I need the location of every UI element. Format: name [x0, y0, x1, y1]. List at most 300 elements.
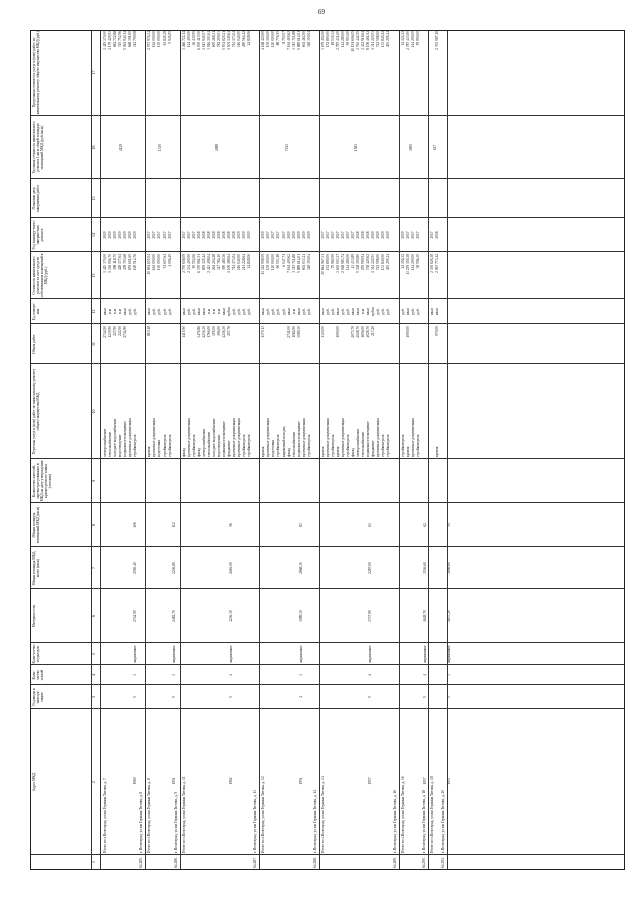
- unit: п.м: [108, 308, 113, 315]
- total-area: 4628,70: [422, 610, 427, 622]
- work-volume: 1000,00: [335, 326, 340, 338]
- work-volume: 207,76: [227, 326, 232, 336]
- floors: 5: [368, 696, 373, 698]
- total-area: 2744,90: [132, 610, 137, 622]
- service-name: фундамент: [227, 440, 232, 457]
- plan-year: 2018: [227, 231, 232, 239]
- column-number: 14: [91, 233, 96, 237]
- limit-cost: 8 750,57: [281, 31, 286, 44]
- work-volume: [341, 326, 345, 363]
- work-volume: [381, 326, 385, 363]
- repair-cost: 2 334 400,00: [186, 254, 191, 273]
- specific-cost: 1330: [157, 143, 162, 152]
- living-area: 2287,00: [368, 562, 373, 574]
- plan-year: 2017: [281, 231, 286, 239]
- limit-cost: 5 931 820,21: [222, 31, 226, 50]
- header-year-built: Год ввода в эксплуа-тацию: [32, 688, 45, 706]
- specific-cost: 3695: [408, 143, 413, 152]
- work-volume: [416, 326, 420, 363]
- limit-cost: 5 945,05: [167, 31, 172, 44]
- page-number: 69: [318, 8, 325, 16]
- unit: руб.: [152, 308, 157, 315]
- unit: кв.м: [123, 308, 128, 315]
- plan-year: 2019: [133, 231, 138, 239]
- limit-cost: 490 564,42: [242, 31, 247, 48]
- repair-cost: 6 047,71: [281, 254, 286, 267]
- unit: руб.: [341, 308, 345, 315]
- entrances: 3: [171, 674, 176, 676]
- residents: 62: [422, 523, 427, 527]
- work-volume: [331, 326, 335, 363]
- unit: руб.: [381, 308, 386, 315]
- service-name: подготовка: [271, 440, 276, 457]
- building-address: г. Волгоград, ул им Германа Титова, д. 16: [392, 790, 397, 853]
- work-volume: [411, 326, 415, 363]
- work-volume: 4236,30: [222, 326, 226, 338]
- repair-cost: 264 204,28: [211, 254, 216, 271]
- living-area: 3536,60: [422, 562, 427, 574]
- repair-cost: 2 413 498,04: [206, 254, 211, 273]
- repair-cost: 4 006,45: [167, 254, 172, 267]
- unit: п.м: [361, 308, 366, 315]
- limit-cost: 8 106 461,02: [366, 31, 371, 50]
- service-name: проектные документация: [186, 418, 191, 457]
- work-volume: 3476,86: [196, 326, 201, 338]
- repair-cost: 3 630 003,37: [335, 254, 340, 273]
- plan-year: 2019: [103, 231, 107, 239]
- plan-year: 2018: [361, 231, 366, 239]
- plan-year: 2017: [271, 231, 276, 239]
- repair-cost: 120 000,00: [271, 254, 276, 271]
- column-number: 9: [91, 480, 96, 482]
- column-number: 7: [91, 567, 96, 569]
- work-volume: [266, 326, 270, 363]
- work-volume: [242, 326, 246, 363]
- work-volume: [346, 326, 350, 363]
- work-volume: [386, 326, 390, 363]
- column-number: 8: [91, 524, 96, 526]
- plan-year: 2018: [211, 231, 216, 239]
- unit: руб.: [232, 308, 237, 315]
- floors: 5: [132, 696, 137, 698]
- plan-year: 2019: [128, 231, 133, 239]
- service-name: проектные документация: [301, 418, 306, 457]
- header-address: Адрес МКД: [32, 772, 36, 792]
- limit-cost: 3 315 711,88: [291, 31, 296, 50]
- year-built: 1957: [368, 777, 373, 785]
- unit: руб.: [242, 308, 247, 315]
- unit: руб.: [237, 308, 242, 315]
- work-volume: 4028,70: [366, 326, 371, 338]
- plan-year: 2019: [118, 231, 123, 239]
- limit-cost: 1 415 370,00: [103, 31, 107, 50]
- limit-cost: 2 703 087,10: [434, 31, 439, 50]
- service-name: подвальное помещение: [296, 421, 301, 457]
- year-built: 1957: [422, 777, 427, 785]
- limit-cost: 493 295,24: [386, 31, 391, 48]
- column-number: 16: [91, 145, 96, 150]
- column-divider: [31, 588, 624, 589]
- plan-year: 2019: [123, 231, 128, 239]
- repair-cost: 2 028 983,74: [341, 254, 345, 273]
- work-volume: [282, 326, 286, 363]
- repair-cost: 2 330 626,38: [429, 254, 434, 273]
- row-divider: [145, 31, 146, 869]
- column-number: 1: [91, 861, 96, 863]
- unit: руб.: [186, 308, 191, 315]
- limit-cost: 130 000,00: [157, 31, 162, 48]
- repair-cost: 602 033,41: [301, 254, 306, 271]
- limit-cost: 5 061 940,14: [123, 31, 128, 50]
- limit-cost: 602 462,00: [301, 31, 306, 48]
- work-volume: [232, 326, 236, 363]
- work-volume: [302, 326, 306, 363]
- plan-year: 2017: [181, 231, 186, 239]
- repair-cost: 390 480,36: [222, 254, 226, 271]
- work-volume: 1766,00: [206, 326, 211, 338]
- column-divider: [31, 546, 624, 547]
- unit: руб.: [415, 308, 420, 315]
- unit: руб.: [191, 308, 196, 315]
- repair-cost: 348 350,04: [306, 254, 311, 271]
- service-name: [430, 365, 434, 457]
- service-name: теплоснабжение: [361, 431, 366, 457]
- column-divider: [31, 642, 624, 643]
- limit-cost: 59 953,00: [346, 31, 351, 46]
- repair-cost: 398 118,75: [113, 254, 118, 271]
- service-name: стройконтроль: [133, 434, 138, 457]
- column-number: 4: [91, 674, 96, 676]
- limit-cost: 24 828,06: [247, 31, 252, 46]
- plan-year: 2019: [113, 231, 118, 239]
- residents: 112: [171, 522, 176, 528]
- repair-cost: 714 173,04: [232, 254, 237, 271]
- column-divider: [31, 363, 624, 364]
- specific-cost: 1583: [354, 143, 359, 152]
- service-name: стройконтроль: [330, 434, 335, 457]
- repair-cost: 695 125,44: [201, 254, 206, 271]
- service-name: фасад: [181, 448, 186, 457]
- service-name: теплоснабжение: [108, 431, 113, 457]
- plan-year: 2017: [405, 231, 410, 239]
- limit-cost: 2 787 433,00: [405, 31, 410, 50]
- limit-cost: 3 916 193,04: [206, 31, 211, 50]
- floors: 4: [298, 696, 303, 698]
- service-name: кровля: [261, 446, 266, 457]
- limit-cost: 88 776,55: [276, 31, 281, 46]
- work-volume: [192, 326, 196, 363]
- work-volume: [376, 326, 380, 363]
- service-name: стройконтроль: [191, 434, 196, 457]
- header-entrances: Коли-чество подъездов: [32, 644, 41, 664]
- plan-year: 2017: [415, 231, 420, 239]
- row-divider: [180, 31, 181, 869]
- work-volume: 970,00: [434, 326, 439, 336]
- unit: руб.: [325, 308, 330, 315]
- living-area: 2868,30: [298, 562, 303, 574]
- unit: руб.: [133, 308, 138, 315]
- unit: руб.: [271, 308, 276, 315]
- unit: кв.м: [434, 308, 439, 315]
- limit-cost: 63 845,29: [162, 31, 167, 46]
- entrances: 4: [422, 674, 427, 676]
- residents: 63: [368, 523, 373, 527]
- plan-year: 2019: [301, 231, 306, 239]
- service-name: водоотведение: [118, 434, 123, 457]
- plan-year: 2019: [371, 231, 376, 239]
- column-divider: [31, 458, 624, 459]
- row-number: 64.289.: [392, 857, 397, 868]
- service-name: кровля: [147, 446, 152, 457]
- row-divider: [399, 31, 400, 869]
- work-volume: 4073,70: [351, 326, 356, 338]
- floors: 5: [422, 696, 427, 698]
- plan-year: 2019: [242, 231, 247, 239]
- repair-cost: 10 694 655,54: [147, 254, 152, 275]
- repair-cost: 13 239 150,38: [405, 254, 410, 275]
- block-total-label: Итого по г.Волгоград, ул им Германа Титова, д. 16: [400, 776, 405, 853]
- repair-cost: 116 040,00: [237, 254, 242, 271]
- repair-cost: 428 177,64: [118, 254, 123, 271]
- plan-year: 2019: [376, 231, 381, 239]
- plan-year: 2018: [434, 231, 439, 239]
- unit: кв.м: [335, 308, 340, 315]
- year-built: 1951: [298, 777, 303, 785]
- repair-cost: 24 828,06: [247, 254, 252, 269]
- repair-cost: 2 750 658,09: [181, 254, 186, 273]
- unit: кв.м: [296, 308, 301, 315]
- unit: кв.м: [356, 308, 361, 315]
- header-total-area: Общая площадь МКД, всего (кв.м): [32, 550, 41, 586]
- work-volume: 4028,70: [356, 326, 361, 338]
- service-name: проектные документация: [341, 418, 345, 457]
- work-volume: [276, 326, 280, 363]
- plan-year: 2018: [356, 231, 361, 239]
- living-area: 2236,80: [171, 562, 176, 574]
- year-built: 1960: [132, 777, 137, 785]
- header-divider: [100, 31, 101, 869]
- unit: руб.: [376, 308, 381, 315]
- work-volume: 2744,90: [103, 326, 107, 338]
- repair-cost: 50 552,06: [191, 254, 196, 269]
- service-name: подвальное помещение: [123, 421, 128, 457]
- plan-year: 2017: [410, 231, 415, 239]
- column-number: 5: [91, 653, 96, 655]
- floors: 5: [228, 696, 233, 698]
- column-divider: [31, 251, 624, 252]
- limit-cost: 139 100,00: [266, 31, 271, 48]
- building-address: г. Волгоград, ул им Германа Титова, д. 9: [173, 791, 178, 853]
- building-address: г. Волгоград, ул им Германа Титова, д. 18: [421, 790, 426, 853]
- block-total-label: Итого по г.Волгоград, ул им Германа Титова, д. 11: [181, 776, 186, 853]
- repair-cost: 160 514,76: [133, 254, 138, 271]
- header-services: Перечень услуг и (или) работ по капитальному ремонту общего имущества МКД: [32, 368, 41, 455]
- plan-year: 2017: [167, 231, 172, 239]
- work-volume: 222,00: [118, 326, 123, 336]
- living-area: 2565,40: [132, 562, 137, 574]
- row-number: 64.286.: [173, 857, 178, 868]
- repair-cost: 738 429,62: [366, 254, 371, 271]
- wall-material: кирпичные: [422, 645, 427, 663]
- repair-cost: 152 800,00: [325, 254, 330, 271]
- repair-cost: 347 784,40: [216, 254, 221, 271]
- entrances: 3: [446, 674, 451, 676]
- limit-cost: 7 164 400,62: [286, 31, 291, 50]
- header-plan-year: Год планиру-емого заверше-ния ремонта: [32, 220, 45, 250]
- block-total-label: Итого по г.Волгоград, ул им Германа Титова, д. 14: [320, 776, 325, 853]
- service-name: кровля: [434, 446, 439, 457]
- row-divider: [259, 31, 260, 869]
- plan-year: 2017: [346, 231, 351, 239]
- limit-cost: 1 613 945,57: [201, 31, 206, 50]
- row-divider: [447, 31, 448, 869]
- unit: руб.: [162, 308, 167, 315]
- limit-cost: 133 840,22: [381, 31, 386, 48]
- column-number: 6: [91, 615, 96, 617]
- service-name: кровля: [335, 446, 340, 457]
- header-living-area: Общая площадь помещений МКД (кв.м): [32, 506, 41, 544]
- limit-cost: 722 598,00: [376, 31, 381, 48]
- wall-material: кирпичные: [171, 645, 176, 663]
- work-volume: 1084,90: [291, 326, 296, 338]
- unit: руб.: [301, 308, 306, 315]
- column-number: 17: [91, 70, 96, 75]
- work-volume: 3089,30: [296, 326, 301, 338]
- limit-cost: 348 350,04: [306, 31, 311, 48]
- repair-cost: 7 164 400,62: [286, 254, 291, 273]
- work-volume: [157, 326, 161, 363]
- residents: 83: [298, 523, 303, 527]
- service-name: холодное водоснабжение: [113, 418, 118, 457]
- limit-cost: 124 400,00: [186, 31, 191, 48]
- unit: руб.: [276, 308, 281, 315]
- work-volume: 1656,00: [361, 326, 366, 338]
- column-divider: [31, 854, 624, 855]
- service-name: стройконтроль: [247, 434, 252, 457]
- work-volume: [168, 326, 172, 363]
- floors: 5: [446, 696, 451, 698]
- plan-year: 2018: [222, 231, 226, 239]
- wall-material: кирпичные: [298, 645, 303, 663]
- limit-cost: 1 763 442,55: [356, 31, 361, 50]
- repair-cost: 6 370 061,51: [196, 254, 201, 273]
- unit: руб.: [157, 308, 162, 315]
- service-name: кровля: [320, 446, 325, 457]
- repair-cost: 655 601,65: [128, 254, 133, 271]
- header-unit: Ед. измере-ния: [32, 302, 41, 321]
- limit-cost: 782 200,03: [216, 31, 221, 48]
- work-volume: 196,00: [216, 326, 221, 336]
- unit: куб.м: [371, 307, 376, 316]
- work-volume: 2741,00: [286, 326, 291, 338]
- plan-year: 2017: [157, 231, 162, 239]
- block-total-label: Итого по г.Волгоград, ул им Германа Титова, д. 18: [429, 776, 434, 853]
- limit-cost: 59 950,00: [415, 31, 420, 46]
- header-cost: Стоимость капитального ремонта за счет средств собственников помещений в МКД (руб.): [32, 253, 49, 298]
- plan-year: 2017: [429, 231, 434, 239]
- service-name: стройконтроль: [346, 434, 351, 457]
- plan-year: 2019: [261, 231, 266, 239]
- plan-year: 2017: [351, 231, 356, 239]
- unit: руб.: [410, 308, 415, 315]
- total-area: 2482,70: [171, 610, 176, 622]
- service-name: электроснабжение: [356, 428, 361, 457]
- unit: кв.м: [181, 308, 186, 315]
- building-address: г. Волгоград, ул им Германа Титова, д. 13: [253, 790, 258, 853]
- repair-cost: 162 000,00: [152, 254, 157, 271]
- block-total-label: Итого по г.Волгоград, ул им Германа Титова, д. 7: [103, 778, 107, 853]
- entrances: 4: [368, 674, 373, 676]
- header-residents: Количество жителей, зарегистри-рованных в МКД на дату утверждения краткосрочного плана (человек): [32, 460, 53, 502]
- work-volume: [133, 326, 137, 363]
- unit: куб.м: [227, 307, 232, 316]
- work-volume: 195,00: [211, 326, 216, 336]
- service-name: стройконтроль: [306, 434, 311, 457]
- limit-cost: 5 889 614,01: [296, 31, 301, 50]
- limit-cost: 116 040,00: [237, 31, 242, 48]
- repair-cost: 43 433,89: [351, 254, 356, 269]
- unit: кв.м: [261, 308, 266, 315]
- plan-year: 2017: [147, 231, 152, 239]
- repair-cost: 38 596,30: [415, 254, 420, 269]
- column-number: 15: [91, 196, 96, 201]
- service-name: проектные документация: [128, 418, 133, 457]
- header-specific-cost: Удельная стоимость капитального ремонта 1 кв.м общей площади помещений МКД (руб./кв.м): [32, 121, 45, 174]
- plan-year: 2018: [216, 231, 221, 239]
- service-name: теплоснабжение: [206, 431, 211, 457]
- plan-year: 2019: [381, 231, 386, 239]
- work-volume: 1000,00: [405, 326, 410, 338]
- limit-cost: 10 191 606,05: [351, 31, 356, 52]
- total-area: 3737,90: [368, 610, 373, 622]
- unit: кв.м: [429, 308, 434, 315]
- year-built: 1951: [171, 777, 176, 785]
- residents: 106: [132, 522, 137, 528]
- service-name: стройконтроль: [415, 434, 420, 457]
- plan-year: 2019: [108, 231, 113, 239]
- column-divider: [31, 664, 624, 665]
- plan-year: 2018: [232, 231, 237, 239]
- header-limit-cost: Предельная стоимость услуг и (или) работ по капитальному ремонту общего имущества МКД (руб.): [32, 30, 41, 115]
- repair-cost: 1 190 189,64: [227, 254, 232, 273]
- repair-cost: 51 607,64: [162, 254, 167, 269]
- unit: кв.м: [222, 308, 226, 315]
- limit-cost: 4 168 420,00: [261, 31, 266, 50]
- plan-year: 2018: [201, 231, 206, 239]
- limit-cost: 2 179 429,93: [108, 31, 113, 50]
- row-number: 64.285.: [139, 857, 144, 868]
- repair-cost: 130 000,00: [157, 254, 162, 271]
- header-wall-material: Материал стен: [32, 604, 36, 628]
- wall-material: кирпичные: [228, 645, 233, 663]
- limit-cost: 1 314 220,53: [371, 31, 376, 50]
- unit: кв.м: [103, 308, 107, 315]
- repair-cost: 5 338 159,80: [356, 254, 361, 273]
- limit-cost: 714 173,04: [232, 31, 237, 48]
- repair-cost: 24 156,32: [400, 254, 405, 269]
- capital-repair-table: [30, 30, 625, 870]
- column-divider: [31, 323, 624, 324]
- plan-year: 2017: [320, 231, 325, 239]
- limit-cost: 144 280,00: [341, 31, 345, 48]
- service-name: электроснабжение: [103, 428, 107, 457]
- unit: кв.м: [196, 308, 201, 315]
- limit-cost: 668 391,00: [128, 31, 133, 48]
- work-volume: 1415,90: [181, 326, 186, 338]
- service-name: кровля: [405, 446, 410, 457]
- repair-cost: 1 415 370,00: [103, 254, 107, 273]
- repair-cost: 20 864 967,31: [320, 254, 325, 275]
